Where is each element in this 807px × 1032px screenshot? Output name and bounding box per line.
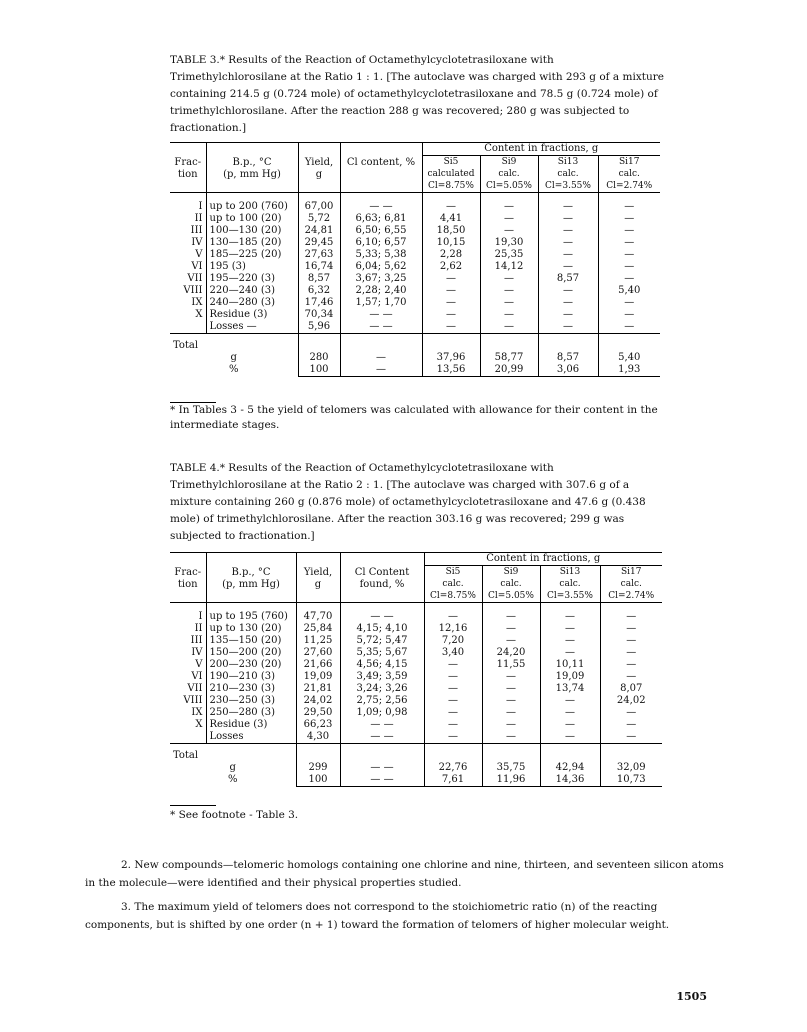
table-cell <box>482 744 540 763</box>
table-cell: — <box>540 603 600 624</box>
table-cell <box>296 744 340 763</box>
table3-caption: TABLE 3.* Results of the Reaction of Octamethylcyclotetrasiloxane with Trimethylchlorosilane at the Ratio 1 : 1. [The autoclave was charged with 293 g of a mixture containing 214.5 g (0.724 mole) of octamethylcyclotetrasiloxane and 78.5 g (0.724 mole) of trimethylchlorosilane. After the reaction 288 g was recovered; 280 g was subjected to fractionation.] <box>170 54 664 134</box>
total-row <box>170 774 662 787</box>
table-cell: — <box>598 309 660 321</box>
table-cell: 7,20 <box>424 635 482 647</box>
table-cell: 1,09; 0,98 <box>340 707 424 719</box>
table-cell: 25,84 <box>296 623 340 635</box>
total-value: — — <box>340 774 424 787</box>
table-cell: — — <box>340 731 424 744</box>
table-cell: 2,28; 2,40 <box>340 285 422 297</box>
table-cell: 3,67; 3,25 <box>340 273 422 285</box>
table-cell: 19,09 <box>296 671 340 683</box>
table-cell: — <box>598 273 660 285</box>
table-cell: 6,32 <box>298 285 340 297</box>
col-si13: Si13 calc. Cl=3.55% <box>540 566 600 603</box>
total-value: — <box>340 364 422 377</box>
table-cell: IX <box>191 707 203 718</box>
table-cell: 6,50; 6,55 <box>340 225 422 237</box>
table-cell: — — <box>340 321 422 334</box>
col-bp: B.p., °C (p, mm Hg) <box>206 553 296 603</box>
total-label-row <box>170 334 660 353</box>
total-value: 8,57 <box>538 352 598 364</box>
total-value: 5,40 <box>598 352 660 364</box>
total-label-row <box>170 744 662 763</box>
footnote-rule <box>170 805 216 806</box>
total-value: 13,56 <box>422 364 480 377</box>
table4 <box>170 552 662 787</box>
table-cell: — <box>600 659 662 671</box>
table-cell: 24,02 <box>296 695 340 707</box>
col-cl: Cl Content found, % <box>340 553 424 603</box>
table-cell: — <box>422 321 480 334</box>
table-row <box>170 603 662 624</box>
table-cell: 4,41 <box>422 213 480 225</box>
table-cell: IV <box>191 237 203 248</box>
table-row <box>170 193 660 214</box>
table-cell: — <box>480 225 538 237</box>
table-cell: 14,12 <box>480 261 538 273</box>
table-cell: 16,74 <box>298 261 340 273</box>
paragraph-2: 2. New compounds—telomeric homologs containing one chlorine and nine, thirteen, and seventeen silicon atoms in the molecule—were identified and their physical properties studied. <box>85 859 724 889</box>
table-cell: — <box>422 273 480 285</box>
table-cell: — <box>480 297 538 309</box>
table-cell: III <box>190 225 203 236</box>
table-cell: 210—230 (3) <box>206 683 296 695</box>
total-label: Total <box>173 340 199 351</box>
table-cell: — <box>424 659 482 671</box>
col-si5: Si5 calc. Cl=8.75% <box>424 566 482 603</box>
table-cell: 10,15 <box>422 237 480 249</box>
table3 <box>170 142 660 377</box>
table-cell: — <box>482 635 540 647</box>
table-cell: 17,46 <box>298 297 340 309</box>
table-cell: — <box>480 309 538 321</box>
table-cell: — <box>538 237 598 249</box>
table-cell: 12,16 <box>424 623 482 635</box>
table-cell: 5,40 <box>598 285 660 297</box>
table-cell: 18,50 <box>422 225 480 237</box>
table-row <box>170 683 662 695</box>
table-cell: — <box>598 213 660 225</box>
table-cell: — <box>482 707 540 719</box>
table-cell: 100—130 (20) <box>206 225 298 237</box>
table-cell: II <box>194 213 203 224</box>
total-value: 58,77 <box>480 352 538 364</box>
table-cell: 2,62 <box>422 261 480 273</box>
table-cell: — <box>422 309 480 321</box>
table-cell: V <box>195 249 203 260</box>
table-cell: — <box>424 695 482 707</box>
table-cell: 25,35 <box>480 249 538 261</box>
table-cell: — <box>482 623 540 635</box>
table-cell <box>170 321 206 334</box>
table-cell: 11,25 <box>296 635 340 647</box>
table-cell: up to 200 (760) <box>206 193 298 214</box>
table-cell: 8,57 <box>538 273 598 285</box>
table-cell: 24,81 <box>298 225 340 237</box>
table-cell: 19,30 <box>480 237 538 249</box>
table-cell: 21,66 <box>296 659 340 671</box>
table-cell: — <box>482 683 540 695</box>
table-cell: 8,07 <box>600 683 662 695</box>
table-row <box>170 321 660 334</box>
table-cell: — <box>480 321 538 334</box>
table-cell: 195—220 (3) <box>206 273 298 285</box>
table-cell: 220—240 (3) <box>206 285 298 297</box>
table-cell: 10,11 <box>540 659 600 671</box>
total-unit: % <box>227 774 238 785</box>
table-cell: — <box>600 647 662 659</box>
table-cell: IX <box>191 297 203 308</box>
table-cell: — <box>600 707 662 719</box>
col-bp: B.p., °C (p, mm Hg) <box>206 143 298 193</box>
table-cell: — — <box>340 309 422 321</box>
table-cell <box>538 334 598 353</box>
table4-footnote: * See footnote - Table 3. <box>170 809 299 821</box>
table-cell: 13,74 <box>540 683 600 695</box>
table-cell: — <box>538 261 598 273</box>
total-value: 3,06 <box>538 364 598 377</box>
table-cell: 5,35; 5,67 <box>340 647 424 659</box>
col-yield: Yield, g <box>296 553 340 603</box>
table-cell: — <box>600 635 662 647</box>
page-number: 1505 <box>676 990 707 1003</box>
table-cell <box>598 334 660 353</box>
table-cell: VI <box>191 671 203 682</box>
table-cell: — <box>422 285 480 297</box>
table-cell: — <box>600 623 662 635</box>
table-cell: Losses <box>206 731 296 744</box>
total-value: — — <box>340 762 424 774</box>
table-cell: — <box>422 297 480 309</box>
table-cell <box>424 744 482 763</box>
total-label: Total <box>173 750 199 761</box>
table-row <box>170 659 662 671</box>
table-cell: — <box>598 225 660 237</box>
table-cell: — <box>538 249 598 261</box>
table-cell: up to 100 (20) <box>206 213 298 225</box>
table-cell: — <box>598 237 660 249</box>
table-cell: Residue (3) <box>206 309 298 321</box>
table-cell: 27,60 <box>296 647 340 659</box>
col-fraction: Frac- tion <box>170 553 206 603</box>
paragraph-3: 3. The maximum yield of telomers does not correspond to the stoichiometric ratio (n) of the reacting components, but is shifted by one order (n + 1) toward the formation of telomers of higher molecular weight. <box>85 901 670 931</box>
table-cell: 185—225 (20) <box>206 249 298 261</box>
total-unit: % <box>228 364 239 375</box>
total-value: 299 <box>296 762 340 774</box>
table-cell: — <box>600 603 662 624</box>
table-row <box>170 297 660 309</box>
table-cell: — <box>480 193 538 214</box>
table-cell: 47,70 <box>296 603 340 624</box>
table-row <box>170 695 662 707</box>
table-cell: — <box>424 731 482 744</box>
table-cell: — <box>598 261 660 273</box>
table-row <box>170 635 662 647</box>
table-cell: — <box>480 273 538 285</box>
table-cell <box>340 334 422 353</box>
table-cell: 240—280 (3) <box>206 297 298 309</box>
table-cell: 4,56; 4,15 <box>340 659 424 671</box>
table-cell: 150—200 (20) <box>206 647 296 659</box>
table-cell <box>422 334 480 353</box>
col-cl: Cl content, % <box>340 143 422 193</box>
table-row <box>170 707 662 719</box>
table-cell: — <box>480 285 538 297</box>
table-cell: — <box>600 731 662 744</box>
table-cell: 190—210 (3) <box>206 671 296 683</box>
table-cell: — <box>538 297 598 309</box>
table-cell: VII <box>187 683 203 694</box>
col-si17: Si17 calc. Cl=2.74% <box>598 156 660 193</box>
total-unit: g <box>230 352 237 363</box>
table-row <box>170 623 662 635</box>
total-row <box>170 364 660 377</box>
total-row <box>170 762 662 774</box>
table-cell: VII <box>187 273 203 284</box>
table-cell: I <box>198 611 203 622</box>
table-cell <box>170 731 206 744</box>
table-cell: — — <box>340 193 422 214</box>
table-row <box>170 647 662 659</box>
col-yield: Yield, g <box>298 143 340 193</box>
table-cell <box>340 744 424 763</box>
table-cell: — <box>598 297 660 309</box>
table-row <box>170 237 660 249</box>
table-cell: — <box>538 213 598 225</box>
total-value: 22,76 <box>424 762 482 774</box>
table-cell: VIII <box>183 285 203 296</box>
table-row <box>170 249 660 261</box>
table-cell: 19,09 <box>540 671 600 683</box>
col-si13: Si13 calc. Cl=3.55% <box>538 156 598 193</box>
total-value: 7,61 <box>424 774 482 787</box>
table-cell: 67,00 <box>298 193 340 214</box>
table-cell: — <box>540 695 600 707</box>
table-cell: 4,30 <box>296 731 340 744</box>
table-cell: — <box>424 683 482 695</box>
table-cell <box>298 334 340 353</box>
table-cell: 3,49; 3,59 <box>340 671 424 683</box>
total-value: 37,96 <box>422 352 480 364</box>
table-cell: 6,63; 6,81 <box>340 213 422 225</box>
total-value: — <box>340 352 422 364</box>
table-cell: 8,57 <box>298 273 340 285</box>
table-cell: 130—185 (20) <box>206 237 298 249</box>
table-cell: — <box>482 731 540 744</box>
table-cell: — <box>540 707 600 719</box>
table-cell: 250—280 (3) <box>206 707 296 719</box>
table-cell: 6,10; 6,57 <box>340 237 422 249</box>
table-cell: — <box>598 249 660 261</box>
table-cell: Residue (3) <box>206 719 296 731</box>
table-row <box>170 213 660 225</box>
table-cell: 27,63 <box>298 249 340 261</box>
table-cell: up to 130 (20) <box>206 623 296 635</box>
total-value: 32,09 <box>600 762 662 774</box>
table-cell: 3,24; 3,26 <box>340 683 424 695</box>
table-row <box>170 273 660 285</box>
total-value: 280 <box>298 352 340 364</box>
table-cell: 200—230 (20) <box>206 659 296 671</box>
table-cell: — <box>482 695 540 707</box>
table-cell: up to 195 (760) <box>206 603 296 624</box>
table-cell: 5,33; 5,38 <box>340 249 422 261</box>
table-cell: 24,02 <box>600 695 662 707</box>
table-cell: — <box>424 671 482 683</box>
table-row <box>170 719 662 731</box>
table-cell: 5,96 <box>298 321 340 334</box>
col-content: Content in fractions, g <box>422 143 660 156</box>
table-cell: — <box>538 321 598 334</box>
table4-caption: TABLE 4.* Results of the Reaction of Octamethylcyclotetrasiloxane with Trimethylchlorosilane at the Ratio 2 : 1. [The autoclave was charged with 307.6 g of a mixture containing 260 g (0.876 mole) of octamethylcyclotetrasiloxane and 47.6 g (0.438 mole) of trimethylchlorosilane. After the reaction 303.16 g was recovered; 299 g was subjected to fractionation.] <box>170 462 646 542</box>
table-cell <box>600 744 662 763</box>
col-fraction: Frac- tion <box>170 143 206 193</box>
col-si9: Si9 calc. Cl=5.05% <box>482 566 540 603</box>
table-cell: IV <box>191 647 203 658</box>
total-value: 35,75 <box>482 762 540 774</box>
table-cell: — <box>540 635 600 647</box>
table-cell: 195 (3) <box>206 261 298 273</box>
table-row <box>170 225 660 237</box>
col-si17: Si17 calc. Cl=2.74% <box>600 566 662 603</box>
total-value: 100 <box>298 364 340 377</box>
total-value: 42,94 <box>540 762 600 774</box>
table-cell: 5,72 <box>298 213 340 225</box>
table-cell: 5,72; 5,47 <box>340 635 424 647</box>
total-value: 10,73 <box>600 774 662 787</box>
col-si9: Si9 calc. Cl=5.05% <box>480 156 538 193</box>
table-row <box>170 671 662 683</box>
table-cell: — <box>600 671 662 683</box>
table-cell: — <box>538 225 598 237</box>
table-cell: 2,28 <box>422 249 480 261</box>
table-cell: — <box>540 647 600 659</box>
table-cell: — <box>538 193 598 214</box>
table-cell: 11,55 <box>482 659 540 671</box>
table-cell: — <box>540 731 600 744</box>
total-value: 100 <box>296 774 340 787</box>
table-cell: 2,75; 2,56 <box>340 695 424 707</box>
table-cell: — <box>424 707 482 719</box>
table-cell <box>480 334 538 353</box>
table-cell: Losses — <box>206 321 298 334</box>
table-cell: — <box>538 309 598 321</box>
table-cell: — <box>482 719 540 731</box>
table-cell: III <box>190 635 203 646</box>
table-cell: — <box>540 623 600 635</box>
table-cell: — <box>480 213 538 225</box>
total-value: 11,96 <box>482 774 540 787</box>
table-cell: 1,57; 1,70 <box>340 297 422 309</box>
table-cell: 135—150 (20) <box>206 635 296 647</box>
table-cell: V <box>195 659 203 670</box>
table-cell: 66,23 <box>296 719 340 731</box>
table-cell: — — <box>340 603 424 624</box>
table-row <box>170 261 660 273</box>
table-cell: — <box>424 719 482 731</box>
table-cell: 21,81 <box>296 683 340 695</box>
table-row <box>170 731 662 744</box>
table-cell: — — <box>340 719 424 731</box>
table-cell: 6,04; 5,62 <box>340 261 422 273</box>
table-cell <box>540 744 600 763</box>
table-cell: — <box>538 285 598 297</box>
table-cell: 29,45 <box>298 237 340 249</box>
table-cell: — <box>482 671 540 683</box>
table-cell: X <box>195 719 203 730</box>
table-cell: 3,40 <box>424 647 482 659</box>
table-cell: — <box>600 719 662 731</box>
col-si5: Si5 calculated Cl=8.75% <box>422 156 480 193</box>
table-cell: 230—250 (3) <box>206 695 296 707</box>
table-cell: — <box>540 719 600 731</box>
total-value: 20,99 <box>480 364 538 377</box>
table3-footnote: * In Tables 3 - 5 the yield of telomers was calculated with allowance for their content in the intermediate stages. <box>170 404 658 431</box>
table-cell: VIII <box>183 695 203 706</box>
table-cell: 70,34 <box>298 309 340 321</box>
total-value: 14,36 <box>540 774 600 787</box>
table-cell: — <box>424 603 482 624</box>
col-content: Content in fractions, g <box>424 553 662 566</box>
table-cell: — <box>422 193 480 214</box>
table-cell: — <box>482 603 540 624</box>
total-row <box>170 352 660 364</box>
total-unit: g <box>229 762 236 773</box>
table-cell: X <box>195 309 203 320</box>
table-cell: VI <box>191 261 203 272</box>
table-cell: 24,20 <box>482 647 540 659</box>
table-row <box>170 309 660 321</box>
table-cell: II <box>194 623 203 634</box>
table-cell: I <box>198 201 203 212</box>
table-cell: 29,50 <box>296 707 340 719</box>
table-cell: — <box>598 193 660 214</box>
total-value: 1,93 <box>598 364 660 377</box>
table-cell: — <box>598 321 660 334</box>
table-cell: 4,15; 4,10 <box>340 623 424 635</box>
table-row <box>170 285 660 297</box>
